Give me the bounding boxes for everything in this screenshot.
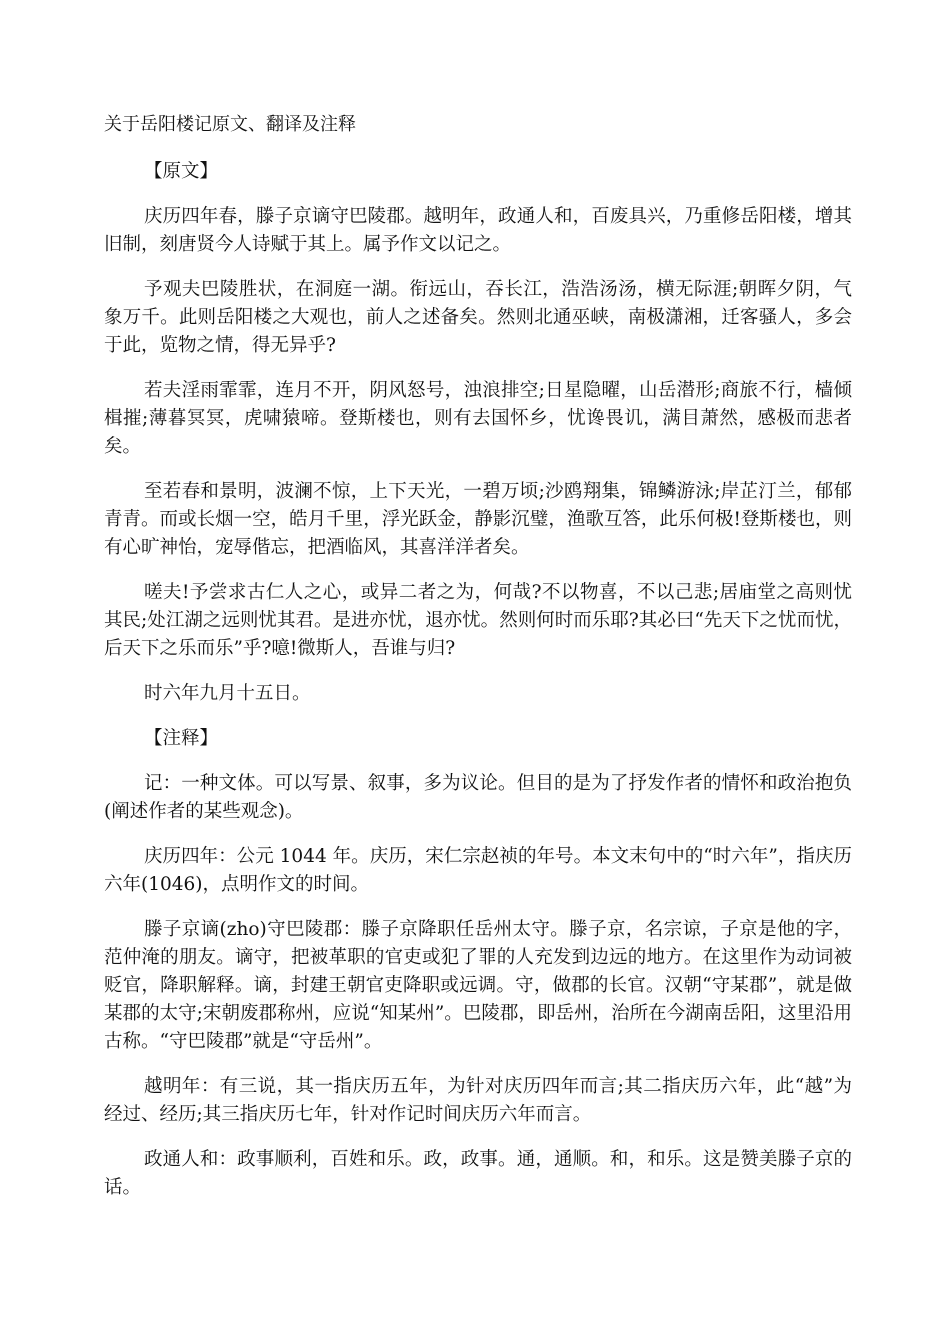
note-paragraph: 政通人和：政事顺利，百姓和乐。政，政事。通，通顺。和，和乐。这是赞美滕子京的话。	[104, 1149, 852, 1198]
original-paragraph: 若夫淫雨霏霏，连月不开，阴风怒号，浊浪排空;日星隐曜，山岳潜形;商旅不行，樯倾楫摧;薄暮冥冥，虎啸猿啼。登斯楼也，则有去国怀乡，忧谗畏讥，满目萧然，感极而悲者矣。	[104, 380, 852, 457]
document-title: 关于岳阳楼记原文、翻译及注释	[104, 114, 356, 135]
note-paragraph: 越明年：有三说，其一指庆历五年，为针对庆历四年而言;其二指庆历六年，此“越”为经过、经历;其三指庆历七年，针对作记时间庆历六年而言。	[104, 1076, 852, 1125]
original-paragraph: 至若春和景明，波澜不惊，上下天光，一碧万顷;沙鸥翔集，锦鳞游泳;岸芷汀兰，郁郁青青。而或长烟一空，皓月千里，浮光跃金，静影沉璧，渔歌互答，此乐何极!登斯楼也，则有心旷神怡，宠辱偕忘，把酒临风，其喜洋洋者矣。	[104, 481, 852, 558]
notes-heading: 【注释】	[144, 728, 219, 749]
original-date-paragraph: 时六年九月十五日。	[144, 683, 311, 704]
original-heading: 【原文】	[144, 161, 219, 182]
note-paragraph: 庆历四年：公元 1044 年。庆历，宋仁宗赵祯的年号。本文末句中的“时六年”，指庆历六年(1046)，点明作文的时间。	[104, 846, 852, 895]
note-paragraph: 滕子京谪(zho)守巴陵郡：滕子京降职任岳州太守。滕子京，名宗谅，子京是他的字，范仲淹的朋友。谪守，把被革职的官吏或犯了罪的人充发到边远的地方。在这里作为动词被贬官，降职解释。谪，封建王朝官吏降职或远调。守，做郡的长官。汉朝“守某郡”，就是做某郡的太守;宋朝废郡称州，应说“知某州”。巴陵郡，即岳州，治所在今湖南岳阳，这里沿用古称。“守巴陵郡”就是“守岳州”。	[104, 919, 852, 1052]
document-page	[104, 112, 852, 1219]
original-paragraph: 庆历四年春，滕子京谪守巴陵郡。越明年，政通人和，百废具兴，乃重修岳阳楼，增其旧制，刻唐贤今人诗赋于其上。属予作文以记之。	[104, 206, 852, 255]
note-paragraph: 记：一种文体。可以写景、叙事，多为议论。但目的是为了抒发作者的情怀和政治抱负(阐述作者的某些观念)。	[104, 773, 852, 822]
original-paragraph: 嗟夫!予尝求古仁人之心，或异二者之为，何哉?不以物喜，不以己悲;居庙堂之高则忧其民;处江湖之远则忧其君。是进亦忧，退亦忧。然则何时而乐耶?其必曰“先天下之忧而忧，后天下之乐而乐”乎?噫!微斯人，吾谁与归?	[104, 582, 852, 659]
original-paragraph: 予观夫巴陵胜状，在洞庭一湖。衔远山，吞长江，浩浩汤汤，横无际涯;朝晖夕阴，气象万千。此则岳阳楼之大观也，前人之述备矣。然则北通巫峡，南极潇湘，迁客骚人，多会于此，览物之情，得无异乎?	[104, 279, 852, 356]
